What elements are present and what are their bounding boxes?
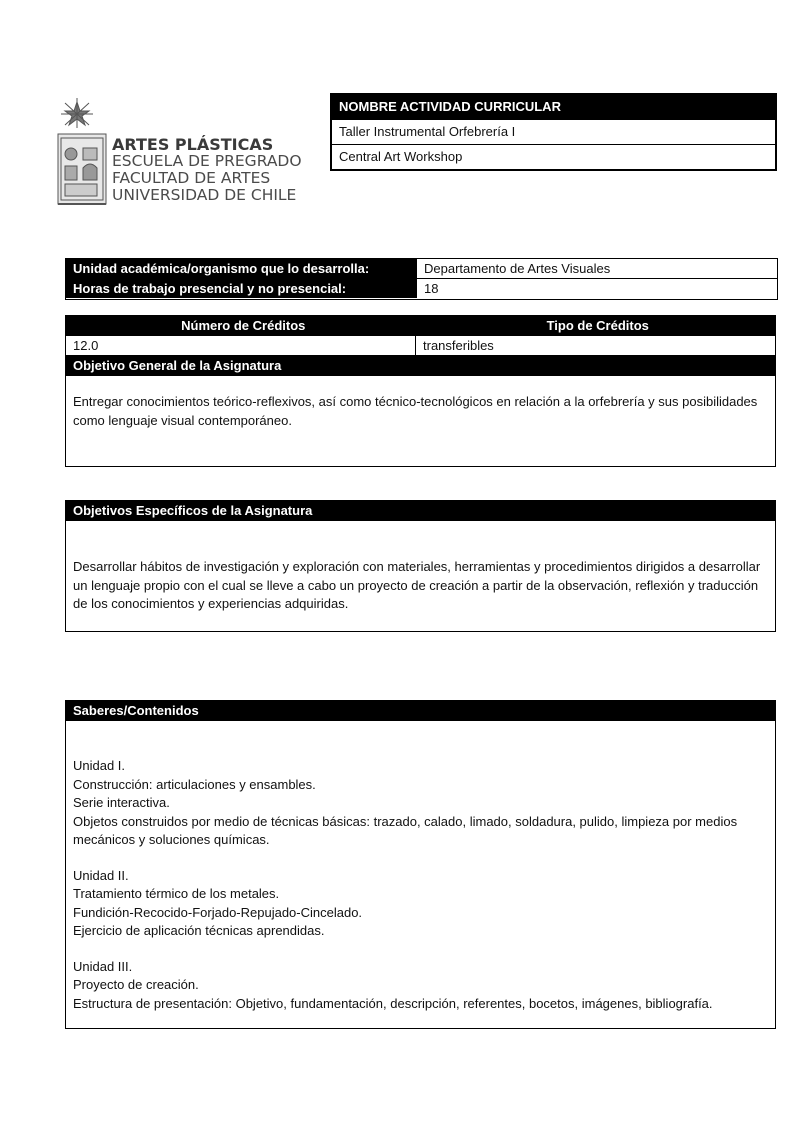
horas-value: 18 [416, 279, 777, 298]
unidad-row [66, 259, 777, 278]
creditos-type-header: Tipo de Créditos [546, 318, 649, 333]
unidad-block [73, 958, 768, 1014]
unidad-3-line: Proyecto de creación. [73, 977, 199, 992]
saberes-title: Saberes/Contenidos [66, 701, 775, 721]
creditos-values [66, 336, 775, 356]
activity-name-en: Central Art Workshop [339, 149, 463, 164]
saberes-section [65, 700, 776, 1029]
unidad-3-line: Unidad III. [73, 958, 133, 974]
logo-line-3: FACULTAD DE ARTES [112, 169, 271, 187]
unidad-block [73, 867, 768, 941]
logo-line-2: ESCUELA DE PREGRADO [112, 152, 302, 170]
unidad-3-line: Estructura de presentación: Objetivo, fundamentación, descripción, referentes, bocetos, imágenes, bibliografía. [73, 995, 713, 1011]
unidad-1-line: Construcción: articulaciones y ensambles. [73, 776, 316, 792]
unidad-value: Departamento de Artes Visuales [416, 259, 777, 278]
logo-line-1: ARTES PLÁSTICAS [112, 135, 274, 154]
unidad-2-line: Unidad II. [73, 867, 129, 883]
creditos-number-header: Número de Créditos [181, 318, 306, 333]
objetivo-general-title: Objetivo General de la Asignatura [66, 356, 775, 376]
creditos-type-value: transferibles [423, 338, 494, 353]
unidad-label: Unidad académica/organismo que lo desarrolla: [66, 259, 416, 278]
unidad-1-line: Unidad I. [73, 758, 126, 773]
unidad-2-line: Fundición-Recocido-Forjado-Repujado-Cincelado. [73, 904, 363, 920]
objetivos-especificos-section [65, 500, 776, 632]
university-crest-icon [55, 98, 109, 208]
creditos-table [65, 315, 776, 467]
activity-header: NOMBRE ACTIVIDAD CURRICULAR [332, 95, 775, 120]
objetivo-general-text: Entregar conocimientos teórico-reflexivos, así como técnico-tecnológicos en relación a la orfebrería y sus posibilidades como lenguaje visual contemporáneo. [73, 394, 758, 428]
unidad-1-line: Objetos construidos por medio de técnicas básicas: trazado, calado, limado, soldadura, pulido, limpieza por medios mecánicos y soluciones químicas. [73, 813, 738, 847]
activity-name-es: Taller Instrumental Orfebrería I [332, 120, 775, 145]
objetivos-especificos-title: Objetivos Específicos de la Asignatura [66, 501, 775, 521]
unidad-2-line: Tratamiento térmico de los metales. [73, 886, 280, 901]
objetivos-especificos-text: Desarrollar hábitos de investigación y exploración con materiales, herramientas y procedimientos dirigidos a desarrollar un lenguaje propio con el cual se lleve a cabo un proyecto de creación a partir de la observación, reflexión y traducción de los conocimientos y experiencias adquiridas. [73, 559, 761, 611]
horas-row [66, 278, 777, 298]
unidad-table [65, 258, 778, 300]
unidad-block [73, 757, 768, 850]
activity-box [330, 93, 777, 171]
creditos-number-value: 12.0 [66, 336, 416, 355]
horas-label: Horas de trabajo presencial y no presencial: [66, 279, 416, 298]
unidad-2-line: Ejercicio de aplicación técnicas aprendidas. [73, 923, 325, 938]
logo-text [112, 136, 302, 204]
creditos-header [66, 316, 775, 336]
unidad-1-line: Serie interactiva. [73, 795, 170, 810]
saberes-content [66, 757, 775, 1013]
logo-line-4: UNIVERSIDAD DE CHILE [112, 186, 297, 204]
